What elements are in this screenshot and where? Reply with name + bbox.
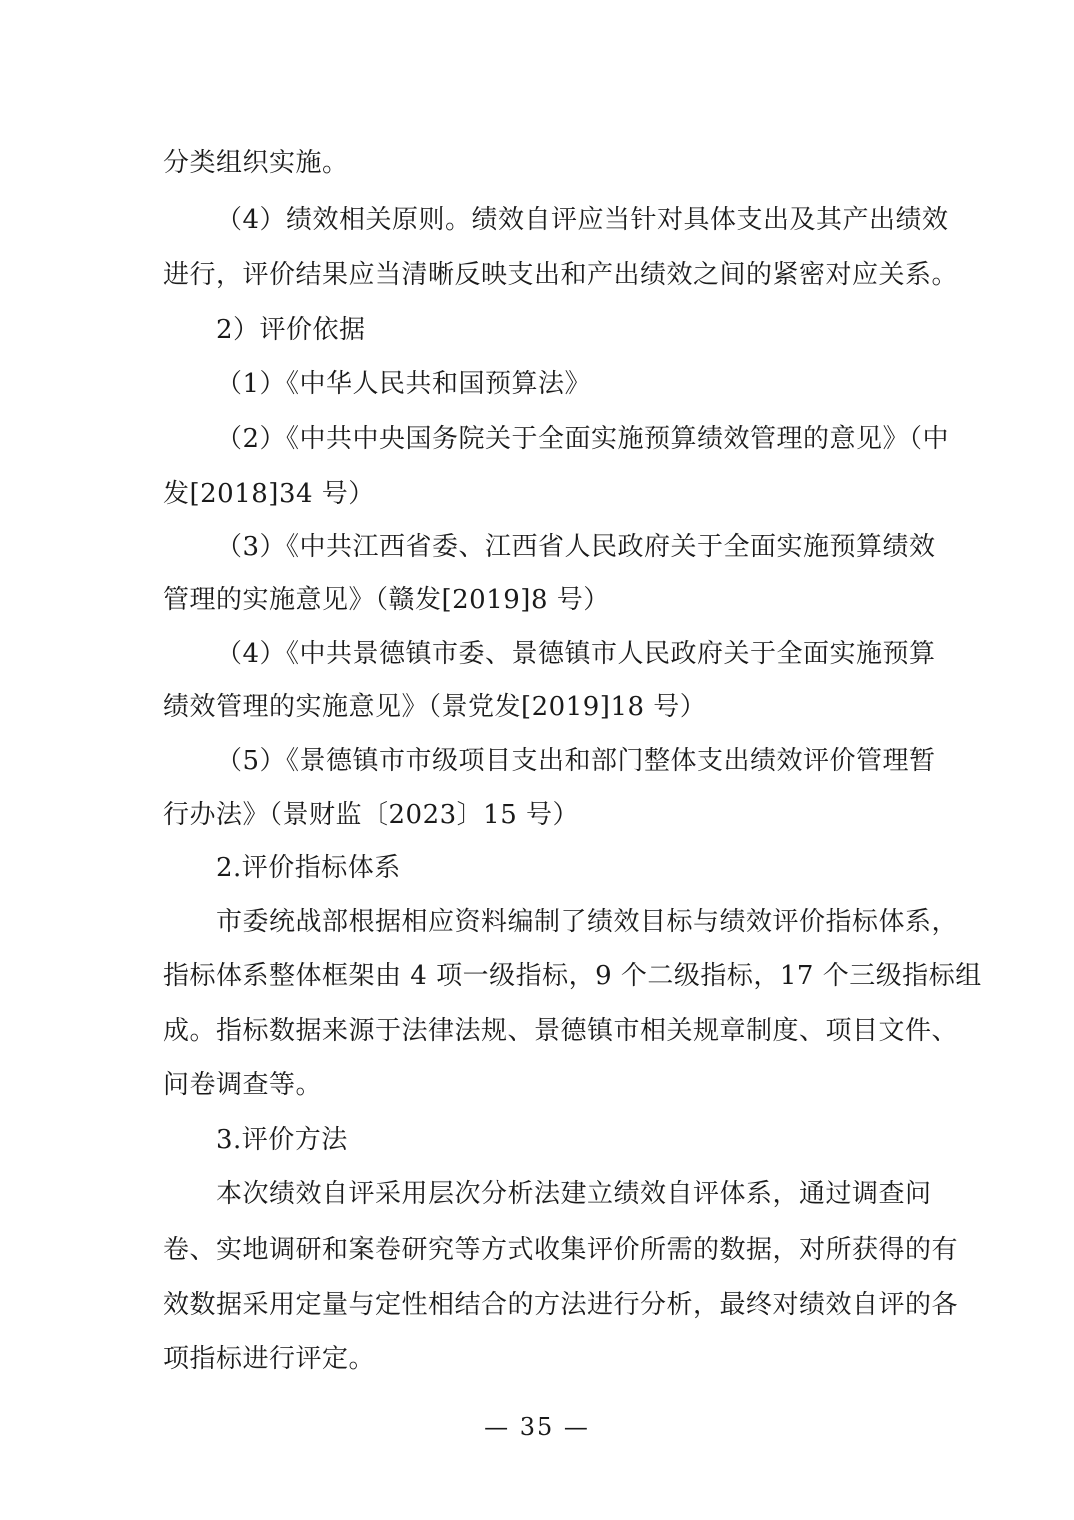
list-item: （5）《景德镇市市级项目支出和部门整体支出绩效评价管理暂 bbox=[216, 746, 936, 776]
text-line: 市委统战部根据相应资料编制了绩效目标与绩效评价指标体系， bbox=[216, 907, 959, 937]
text-line: 卷、实地调研和案卷研究等方式收集评价所需的数据，对所获得的有 bbox=[163, 1235, 959, 1265]
text-line: 管理的实施意见》（赣发[2019]8 号） bbox=[163, 585, 610, 615]
list-item: （1）《中华人民共和国预算法》 bbox=[216, 369, 592, 399]
text-line: 成。指标数据来源于法律法规、景德镇市相关规章制度、项目文件、 bbox=[163, 1016, 959, 1046]
text-line: 本次绩效自评采用层次分析法建立绩效自评体系，通过调查问 bbox=[216, 1179, 932, 1209]
text-line: 效数据采用定量与定性相结合的方法进行分析，最终对绩效自评的各 bbox=[163, 1290, 959, 1320]
text-line: 分类组织实施。 bbox=[163, 148, 349, 178]
list-item: （4）《中共景德镇市委、景德镇市人民政府关于全面实施预算 bbox=[216, 639, 936, 669]
text-line: 绩效管理的实施意见》（景党发[2019]18 号） bbox=[163, 692, 707, 722]
list-item: （3）《中共江西省委、江西省人民政府关于全面实施预算绩效 bbox=[216, 532, 936, 562]
list-item: （2）《中共中央国务院关于全面实施预算绩效管理的意见》（中 bbox=[216, 424, 950, 454]
text-line: 问卷调查等。 bbox=[163, 1070, 323, 1100]
text-line: 项指标进行评定。 bbox=[163, 1344, 376, 1374]
text-line: 指标体系整体框架由 4 项一级指标，9 个二级指标，17 个三级指标组 bbox=[163, 961, 982, 991]
text-line: 进行，评价结果应当清晰反映支出和产出绩效之间的紧密对应关系。 bbox=[163, 260, 959, 290]
text-line: （4）绩效相关原则。绩效自评应当针对具体支出及其产出绩效 bbox=[216, 205, 949, 235]
section-heading: 2.评价指标体系 bbox=[216, 853, 401, 883]
page-number: — 35 — bbox=[484, 1413, 590, 1441]
text-line: 发[2018]34 号） bbox=[163, 479, 375, 509]
text-line: 行办法》（景财监〔2023〕15 号） bbox=[163, 800, 580, 830]
section-heading: 2）评价依据 bbox=[216, 315, 366, 345]
section-heading: 3.评价方法 bbox=[216, 1125, 348, 1155]
